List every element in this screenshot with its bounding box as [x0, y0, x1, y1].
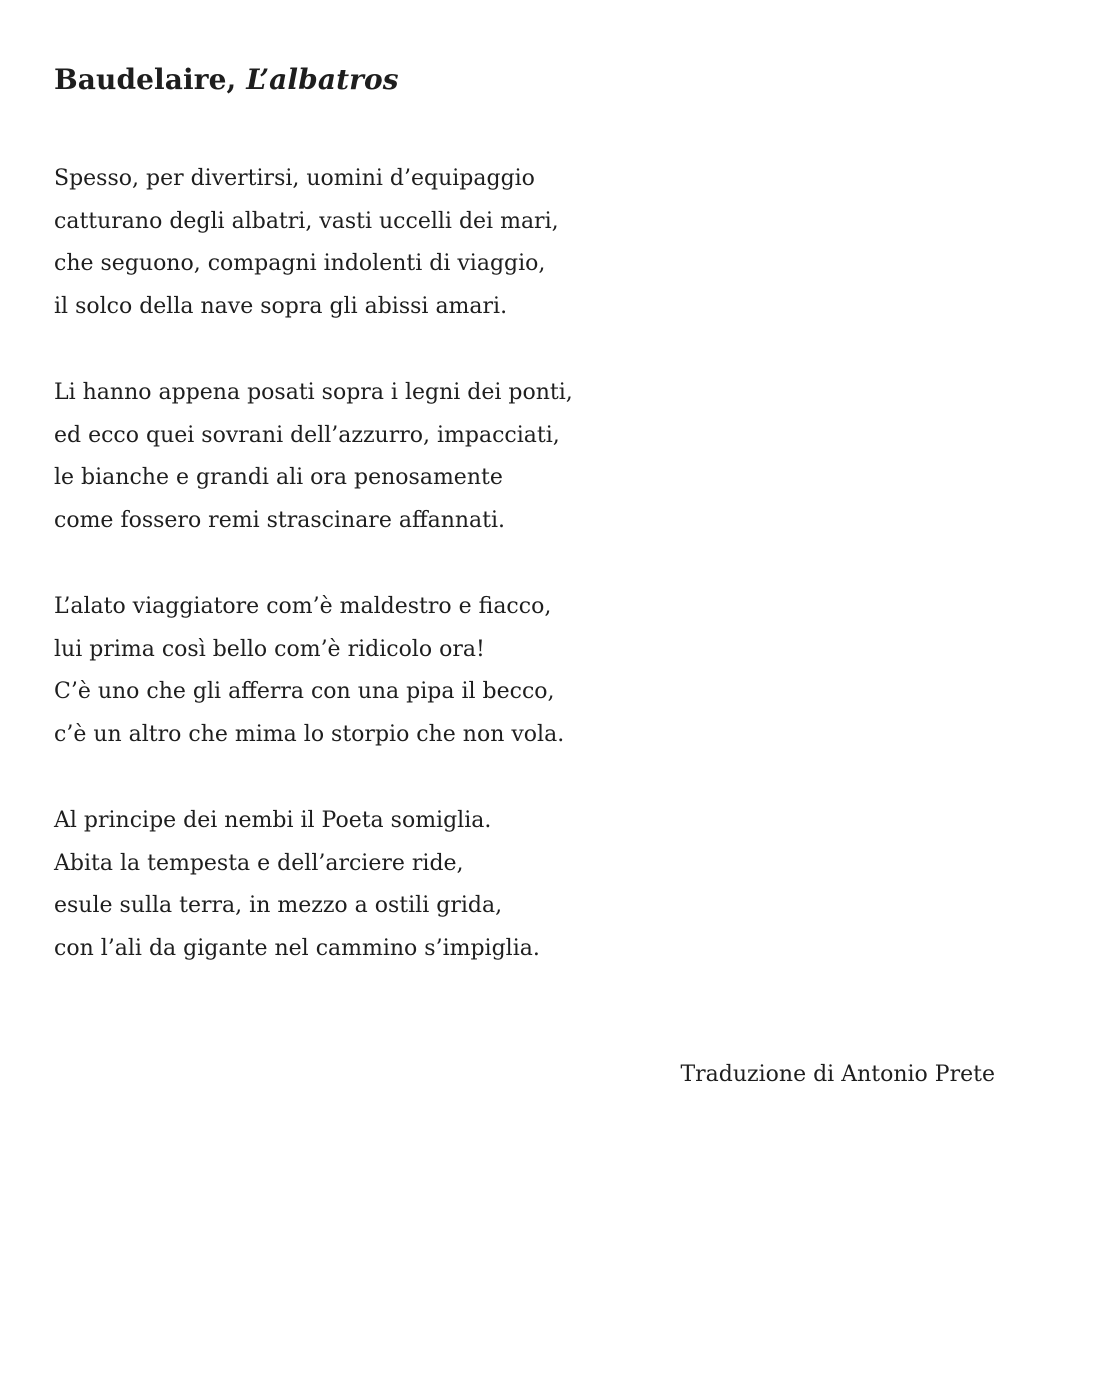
poem-line: L’alato viaggiatore com’è maldestro e fiacco,: [54, 594, 552, 619]
poem-body: [54, 158, 754, 1014]
stanza-3: [54, 586, 754, 756]
poem-line: Al principe dei nembi il Poeta somiglia.: [54, 808, 492, 833]
poem-line: lui prima così bello com’è ridicolo ora!: [54, 636, 485, 662]
poem-line: C’è uno che gli afferra con una pipa il becco,: [54, 679, 555, 704]
poem-line: ed ecco quei sovrani dell’azzurro, impacciati,: [54, 422, 560, 448]
poem-title: [54, 62, 399, 98]
stanza-1: [54, 158, 754, 328]
poem-work-title: L’albatros: [246, 63, 399, 96]
poem-line: Li hanno appena posati sopra i legni dei ponti,: [54, 380, 573, 405]
poem-line: le bianche e grandi ali ora penosamente: [54, 465, 503, 490]
poem-line: c’è un altro che mima lo storpio che non vola.: [54, 721, 565, 747]
poem-line: il solco della nave sopra gli abissi amari.: [54, 293, 508, 319]
poem-line: catturano degli albatri, vasti uccelli dei mari,: [54, 208, 559, 234]
poem-line: che seguono, compagni indolenti di viaggio,: [54, 251, 546, 276]
translation-credit: Traduzione di Antonio Prete: [680, 1062, 995, 1087]
poem-line: con l’ali da gigante nel cammino s’impiglia.: [54, 935, 540, 961]
poem-line: esule sulla terra, in mezzo a ostili grida,: [54, 893, 503, 918]
stanza-4: [54, 800, 754, 970]
poem-line: Spesso, per divertirsi, uomini d’equipaggio: [54, 166, 535, 191]
poem-author: Baudelaire,: [54, 63, 237, 96]
stanza-2: [54, 372, 754, 542]
poem-line: Abita la tempesta e dell’arciere ride,: [54, 850, 464, 876]
poem-line: come fossero remi strascinare affannati.: [54, 507, 506, 533]
